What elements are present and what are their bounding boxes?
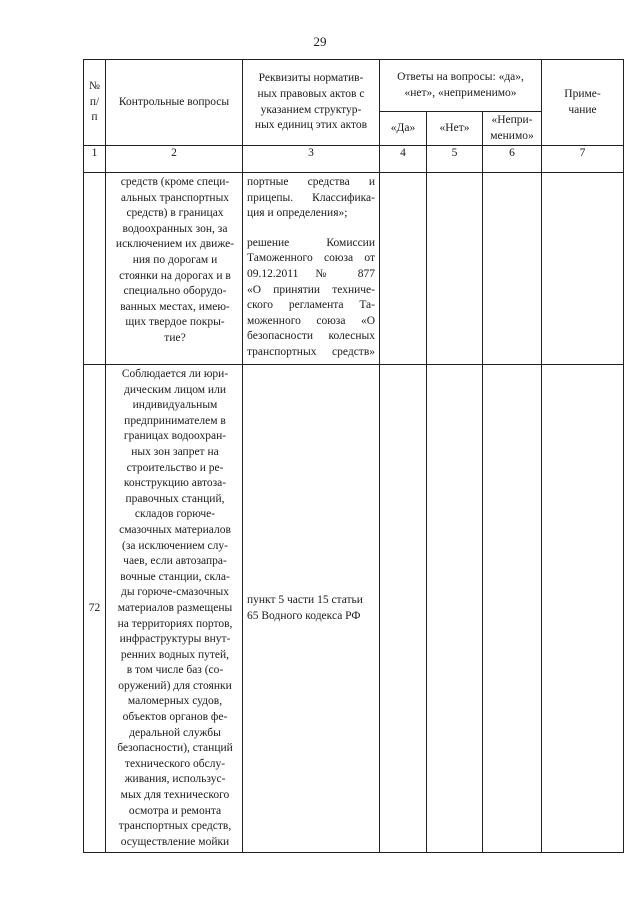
column-number: 1 xyxy=(84,146,106,173)
note-cell xyxy=(542,173,624,365)
answer-no-cell xyxy=(427,365,483,853)
answer-na-cell xyxy=(483,365,542,853)
column-numbers-row xyxy=(84,146,624,173)
answer-no-cell xyxy=(427,173,483,365)
column-number: 5 xyxy=(427,146,483,173)
column-number: 7 xyxy=(542,146,624,173)
checklist-table xyxy=(83,59,624,853)
column-number: 6 xyxy=(483,146,542,173)
page-number: 29 xyxy=(313,34,327,49)
answer-yes-cell xyxy=(380,173,427,365)
header-number: № п/п xyxy=(84,60,106,146)
header-note: Приме- чание xyxy=(542,60,624,146)
question-cell: средств (кроме специ- альных транспортных средств) в границах водоохранных зон, за исключением их движе- ния по дорогам и стоянки на дорогах и в специально оборудо- ванных местах, имею- щих твердое покры- тие? xyxy=(106,173,243,365)
table-row xyxy=(84,173,624,365)
header-answers: Ответы на вопросы: «да», «нет», «неприменимо» xyxy=(380,60,542,112)
answer-na-cell xyxy=(483,173,542,365)
header-not-applicable: «Непри- менимо» xyxy=(483,112,542,146)
answer-yes-cell xyxy=(380,365,427,853)
column-number: 3 xyxy=(243,146,380,173)
column-number: 4 xyxy=(380,146,427,173)
question-cell: Соблюдается ли юри- дическим лицом или индивидуальным предпринимателем в границах водоохран- ных зон запрет на строительство и ре- конструкцию автоза- правочных станций, складов горюче- смазочных материалов (за исключением слу- чаев, если автозапра- вочные станции, скла- ды горюче-смазочных материалов размещены на территориях портов, инфраструктуры внут- ренних водных путей, в том числе баз (со- оружений) для стоянки маломерных судов, объектов органов фе- деральной службы безопасности), станций технического обслу- живания, использус- мых для технического осмотра и ремонта транспортных средств, осуществление мойки xyxy=(106,365,243,853)
requisites-cell: пункт 5 части 15 статьи 65 Водного кодекса РФ xyxy=(243,365,380,853)
note-cell xyxy=(542,365,624,853)
header-requisites: Реквизиты норматив- ных правовых актов с указанием структур- ных единиц этих актов xyxy=(243,60,380,146)
header-no: «Нет» xyxy=(427,112,483,146)
row-number xyxy=(84,173,106,365)
header-yes: «Да» xyxy=(380,112,427,146)
column-number: 2 xyxy=(106,146,243,173)
table-row xyxy=(84,365,624,853)
requisites-cell: портные средства и прицепы. Классифика- ция и определения»; решение Комиссии Таможенного союза от 09.12.2011 № 877 «О принятии техниче- ского регламента Та- моженного союза «О безопасности колесных транспортных средств» xyxy=(243,173,380,365)
row-number: 72 xyxy=(84,365,106,853)
header-questions: Контрольные вопросы xyxy=(106,60,243,146)
